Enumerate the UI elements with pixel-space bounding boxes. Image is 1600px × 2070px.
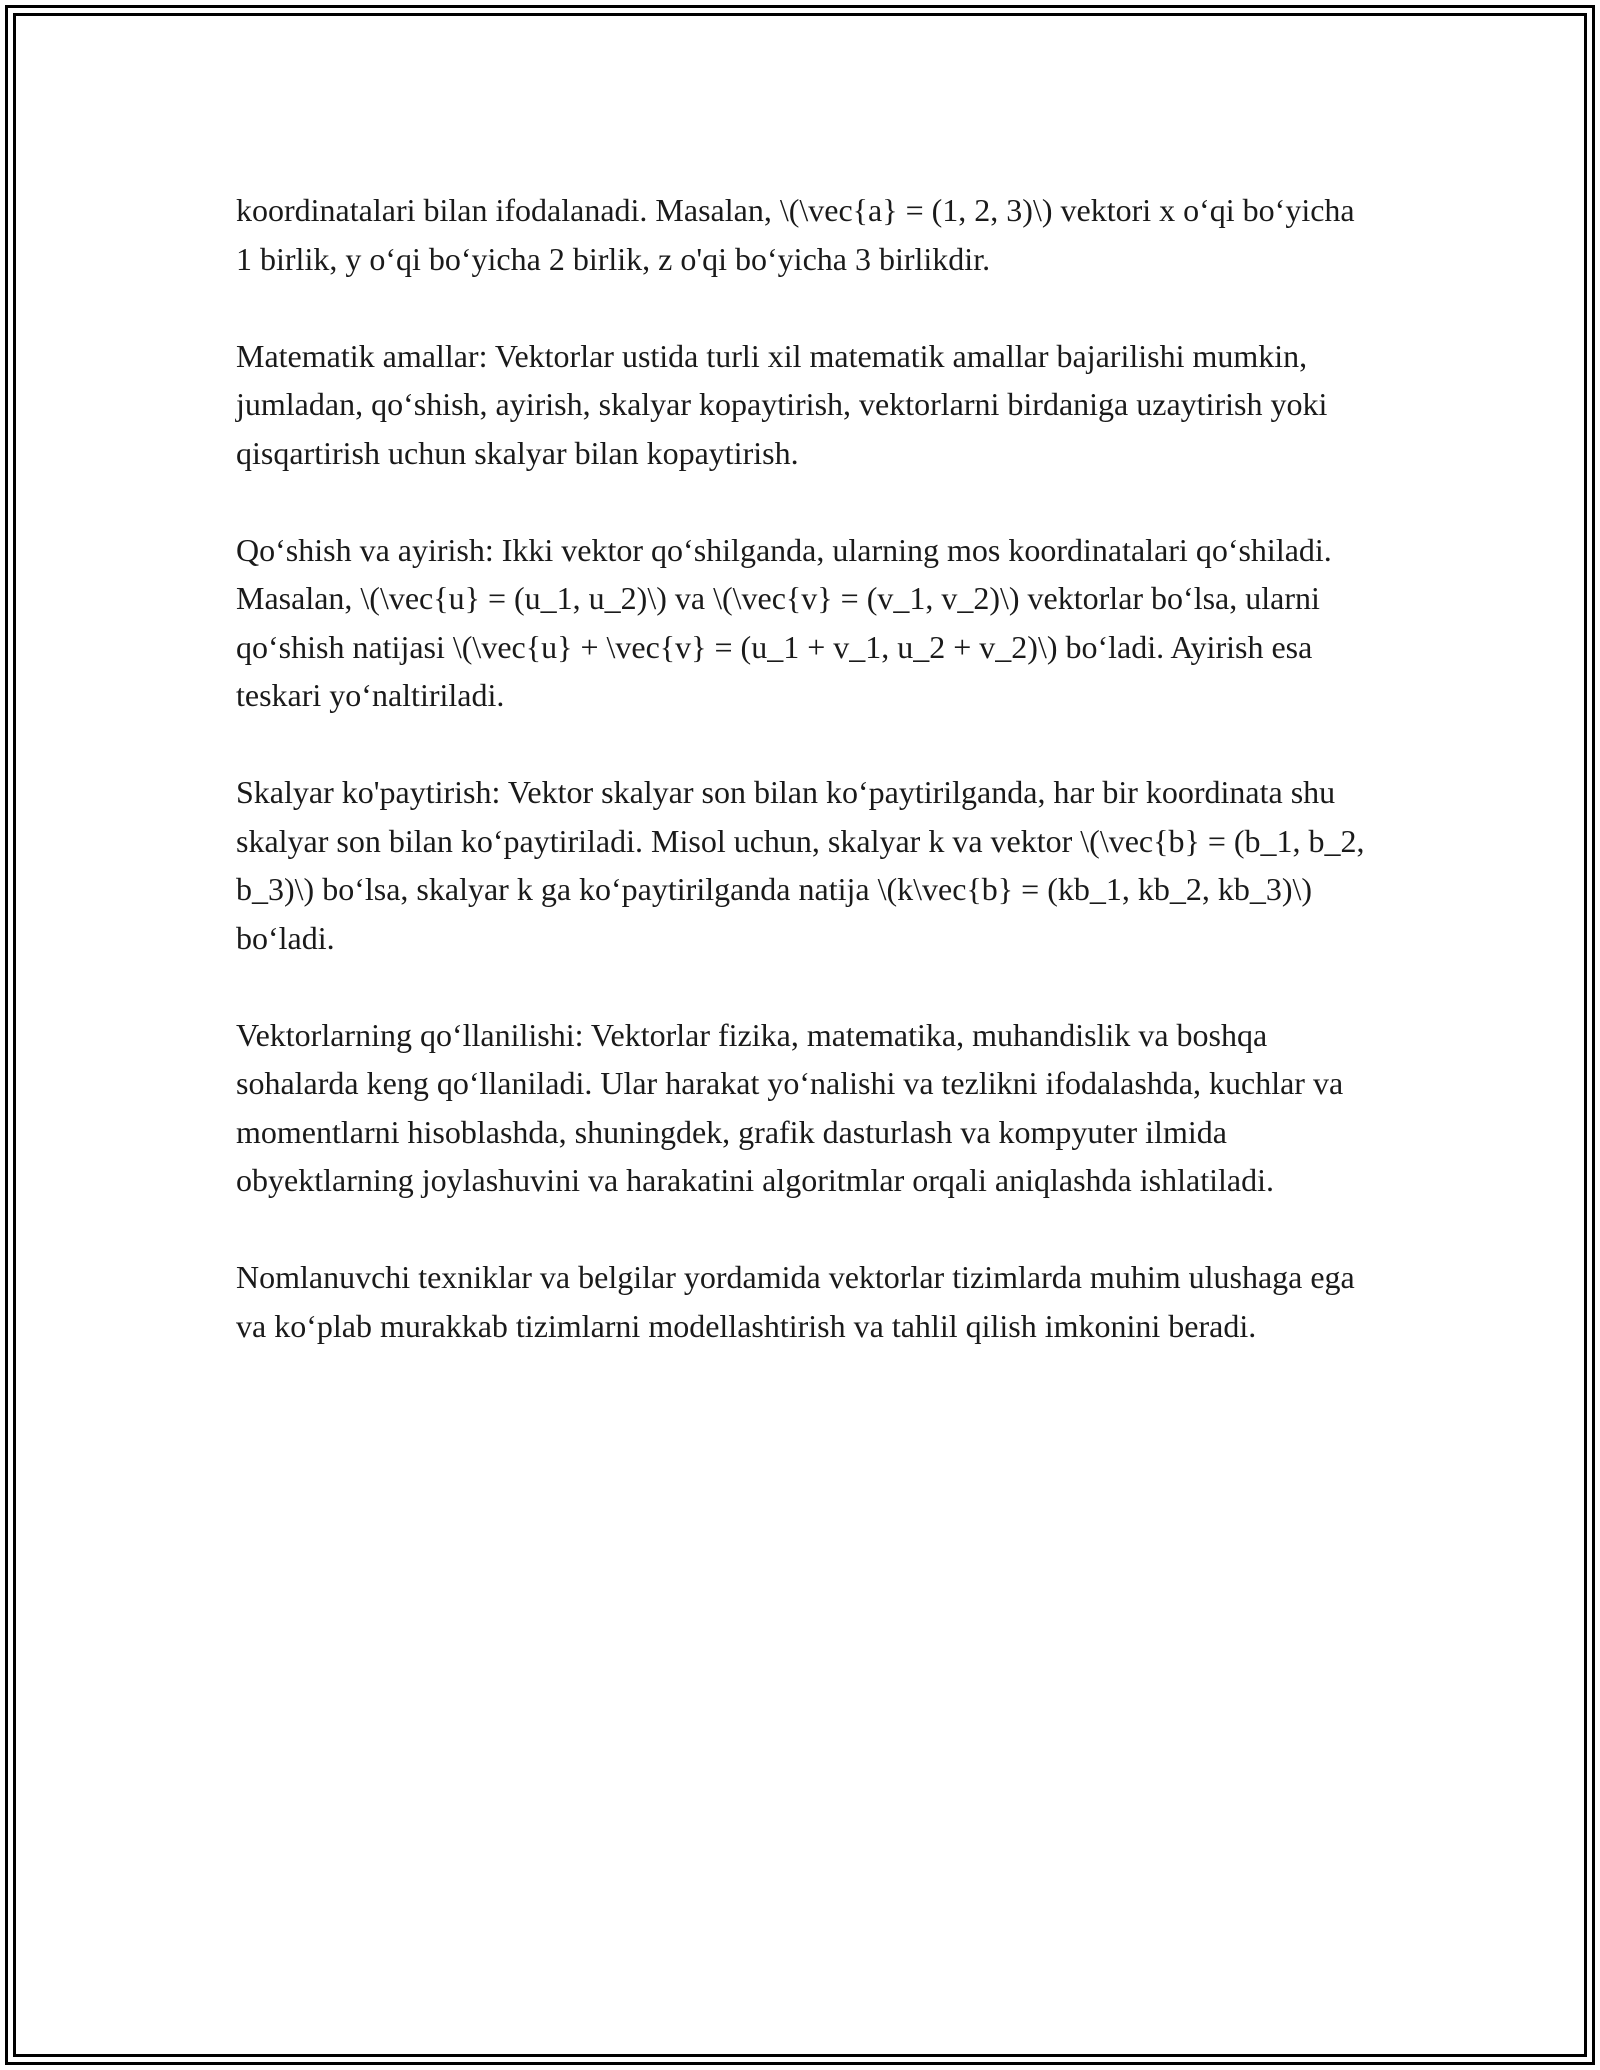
- paragraph-scalar-multiplication: Skalyar ko'paytirish: Vektor skalyar son bilan ko‘paytirilganda, har bir koordinata shu skalyar son bilan ko‘paytiriladi. Misol uchun, skalyar k va vektor \(\vec{b} = (b_1, b_2, b_3)\) bo‘lsa, skalyar k ga ko‘paytirilganda natija \(k\vec{b} = (kb_1, kb_2, kb_3)\) bo‘ladi.: [236, 774, 1365, 956]
- paragraph-applications: Vektorlarning qo‘llanilishi: Vektorlar fizika, matematika, muhandislik va boshqa sohalarda keng qo‘llaniladi. Ular harakat yo‘nalishi va tezlikni ifodalashda, kuchlar va momentlarni hisoblashda, shuningdek, grafik dasturlash va kompyuter ilmida obyektlarning joylashuvini va harakatini algoritmlar orqali aniqlashda ishlatiladi.: [236, 1016, 1344, 1198]
- paragraph-coordinates: koordinatalari bilan ifodalanadi. Masalan, \(\vec{a} = (1, 2, 3)\) vektori x o‘qi bo‘yicha 1 birlik, y o‘qi bo‘yicha 2 birlik, z o'qi bo‘yicha 3 birlikdir.: [236, 192, 1355, 277]
- paragraph-math-operations: Matematik amallar: Vektorlar ustida turli xil matematik amallar bajarilishi mumkin, jumladan, qo‘shish, ayirish, skalyar kopaytirish, vektorlarni birdaniga uzaytirish yoki qisqartirish uchun skalyar bilan kopaytirish.: [236, 337, 1328, 471]
- paragraph-addition-subtraction: Qo‘shish va ayirish: Ikki vektor qo‘shilganda, ularning mos koordinatalari qo‘shiladi. Masalan, \(\vec{u} = (u_1, u_2)\) va \(\vec{v} = (v_1, v_2)\) vektorlar bo‘lsa, ularni qo‘shish natijasi \(\vec{u} + \vec{v} = (u_1 + v_1, u_2 + v_2)\) bo‘ladi. Ayirish esa teskari yo‘naltiriladi.: [236, 531, 1332, 713]
- document-body: [236, 186, 1366, 1399]
- paragraph-conclusion: Nomlanuvchi texniklar va belgilar yordamida vektorlar tizimlarda muhim ulushaga ega va ko‘plab murakkab tizimlarni modellashtirish va tahlil qilish imkonini beradi.: [236, 1259, 1355, 1344]
